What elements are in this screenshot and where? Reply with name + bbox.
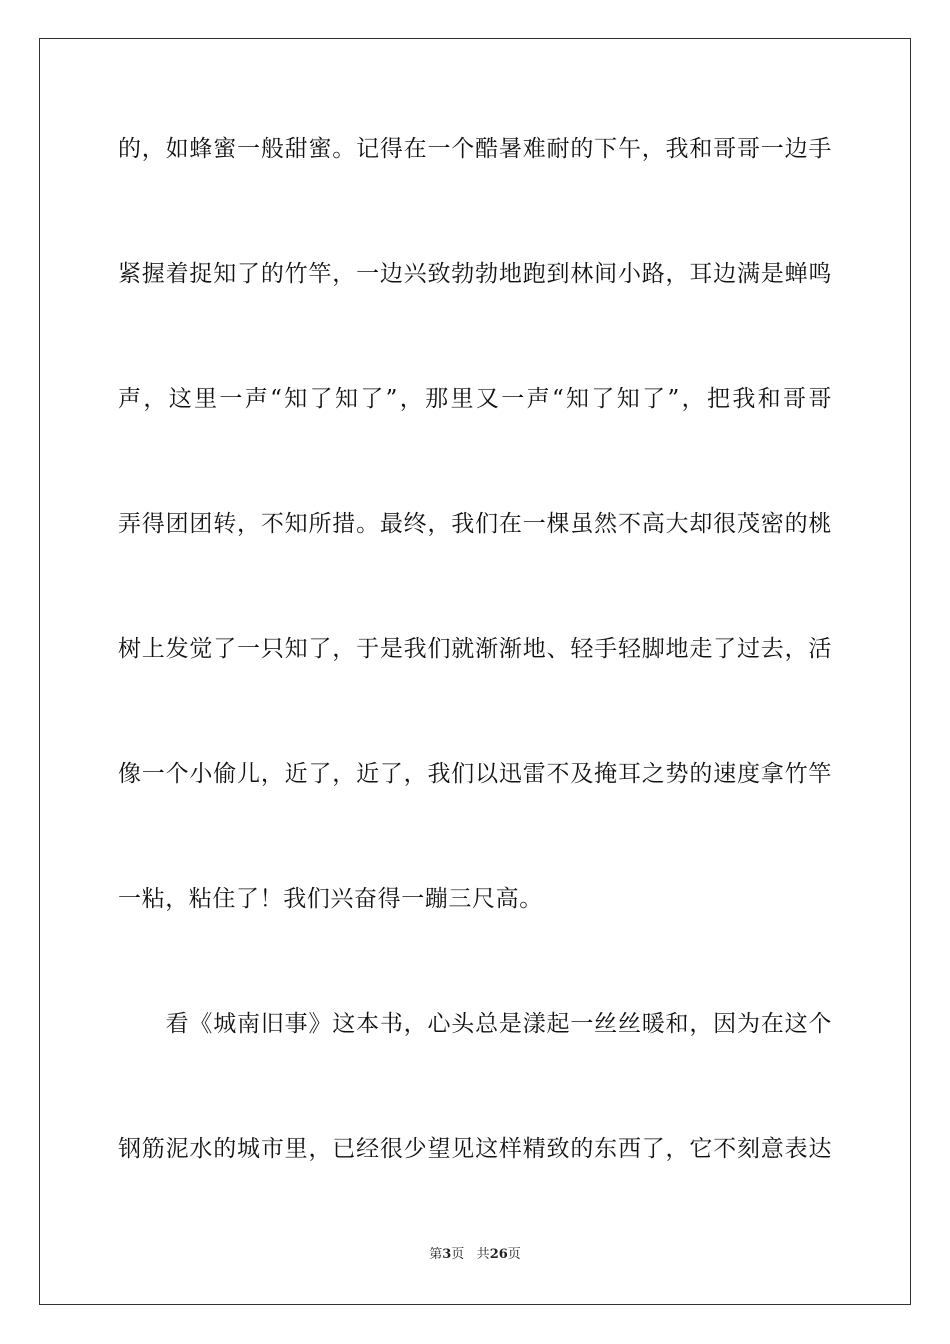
page-frame — [39, 38, 911, 1305]
total-suffix: 页 — [507, 1247, 521, 1262]
text-line: 声，这里一声“知了知了”，那里又一声“知了知了”，把我和哥哥 — [118, 386, 832, 412]
page-suffix: 页 — [451, 1247, 465, 1262]
text-line: 紧握着捉知了的竹竿，一边兴致勃勃地跑到林间小路，耳边满是蝉鸣 — [118, 261, 832, 287]
text-line: 像一个小偷儿，近了，近了，我们以迅雷不及掩耳之势的速度拿竹竿 — [118, 761, 832, 787]
page-number: 3 — [442, 1247, 452, 1262]
total-pages: 26 — [489, 1247, 508, 1262]
text-line: 的，如蜂蜜一般甜蜜。记得在一个酷暑难耐的下午，我和哥哥一边手 — [118, 136, 832, 162]
paragraph-start-line: 看《城南旧事》这本书，心头总是漾起一丝丝暖和，因为在这个 — [118, 1011, 832, 1037]
page-footer — [0, 1246, 950, 1264]
total-prefix: 共 — [476, 1247, 490, 1262]
text-line: 钢筋泥水的城市里，已经很少望见这样精致的东西了，它不刻意表达 — [118, 1136, 832, 1162]
page-prefix: 第 — [429, 1247, 443, 1262]
text-line: 一粘，粘住了！我们兴奋得一蹦三尺高。 — [118, 886, 543, 912]
text-line: 弄得团团转，不知所措。最终，我们在一棵虽然不高大却很茂密的桃 — [118, 511, 832, 537]
text-line: 树上发觉了一只知了，于是我们就渐渐地、轻手轻脚地走了过去，活 — [118, 636, 832, 662]
